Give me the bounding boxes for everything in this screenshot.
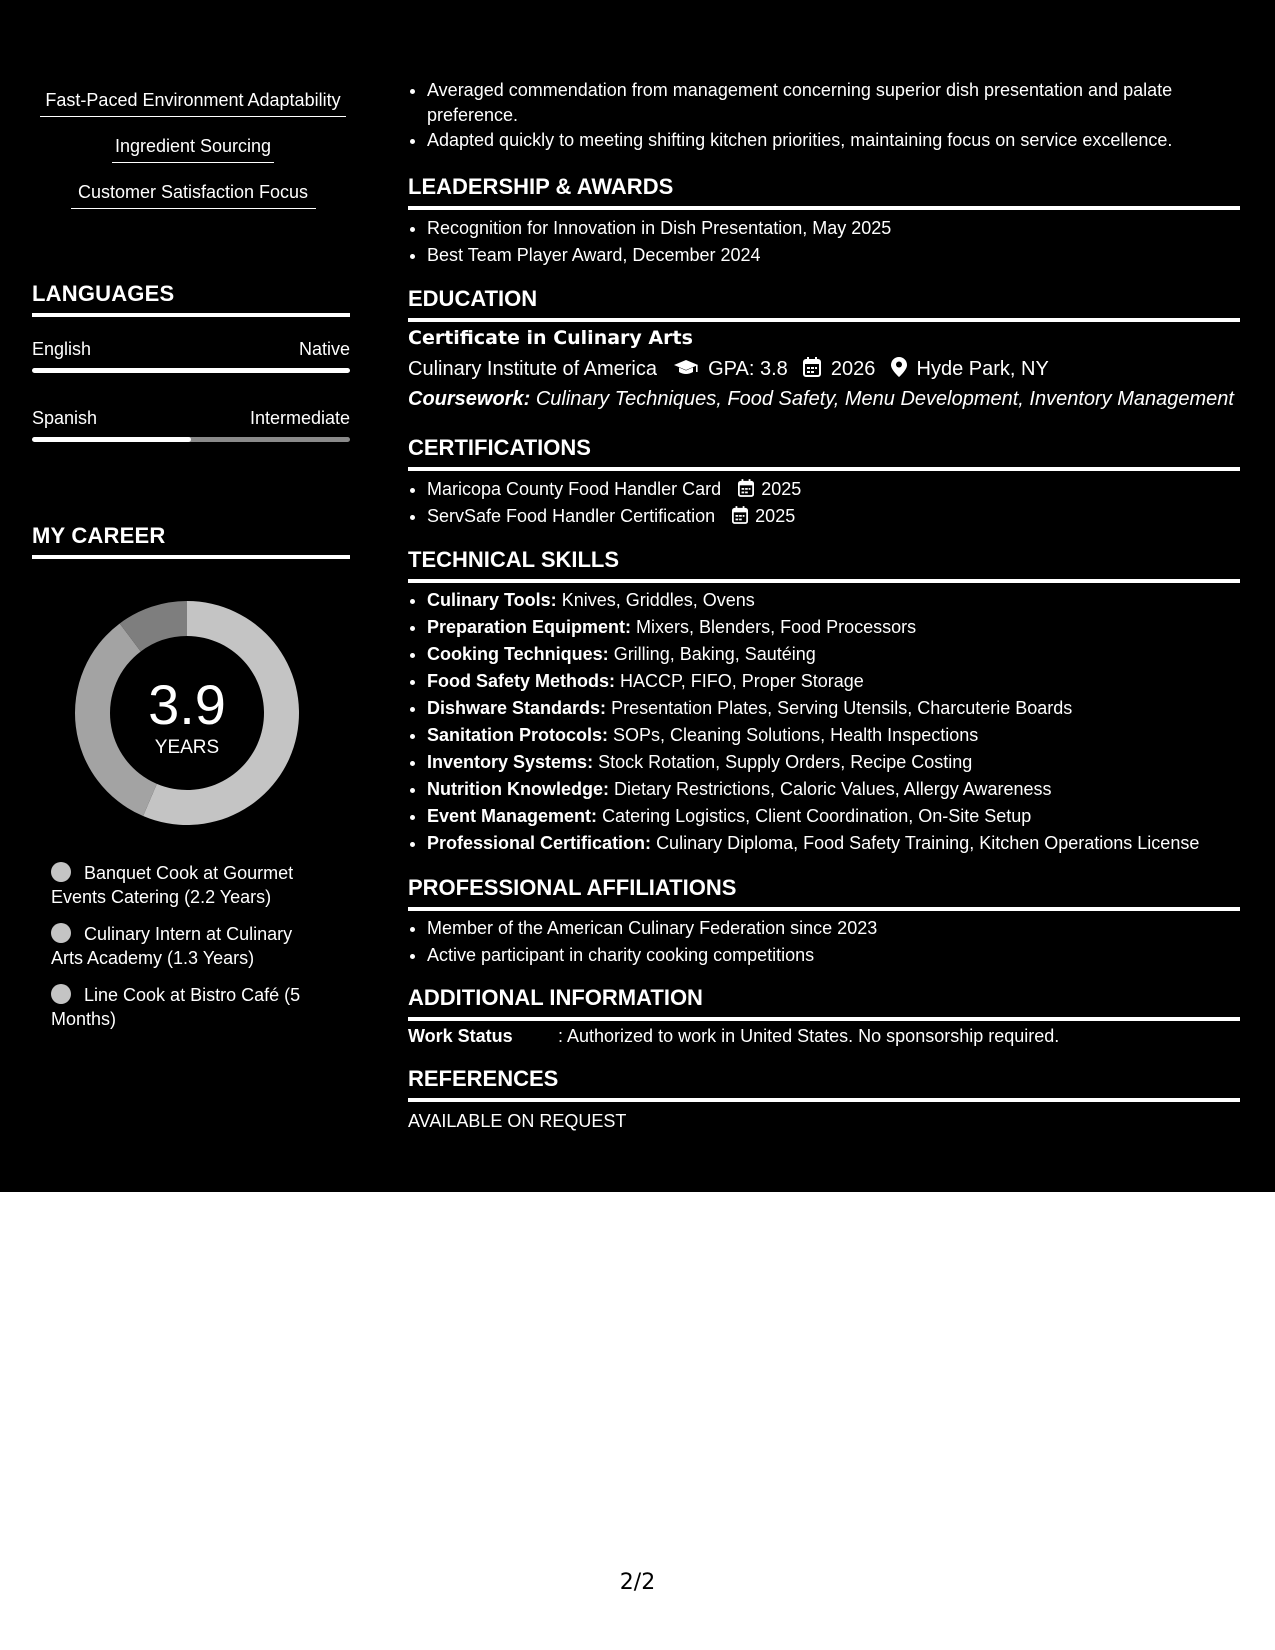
skill-tag: Ingredient Sourcing: [112, 134, 274, 163]
skill-values: Catering Logistics, Client Coordination, On-Site Setup: [602, 806, 1032, 826]
list-item: [427, 668, 1259, 695]
technical-skills-list: [408, 587, 1259, 857]
coursework-label: Coursework:: [408, 388, 531, 410]
list-item: [427, 776, 1259, 803]
list-item: [427, 695, 1259, 722]
list-item: • Member of the American Culinary Federation since 2023: [427, 915, 1259, 942]
donut-segment: [75, 623, 157, 816]
career-legend-label: Banquet Cook at Gourmet Events Catering (2.2 Years): [51, 863, 294, 907]
references-text: AVAILABLE ON REQUEST: [408, 1111, 627, 1131]
list-item: [427, 614, 1259, 641]
skill-category: Inventory Systems:: [427, 752, 594, 772]
language-row: [32, 339, 350, 360]
list-item: [427, 749, 1259, 776]
legend-dot: [51, 984, 71, 1004]
language-bar: [32, 368, 350, 373]
skill-values: Grilling, Baking, Sautéing: [613, 644, 816, 664]
certification-name: ServSafe Food Handler Certification: [427, 506, 716, 526]
work-status-row: [408, 1026, 1059, 1047]
skill-category: Dishware Standards:: [427, 698, 607, 718]
skill-category: Culinary Tools:: [427, 590, 557, 610]
career-legend-item: [51, 983, 321, 1031]
certification-name: Maricopa County Food Handler Card: [427, 479, 722, 499]
skill-values: Stock Rotation, Supply Orders, Recipe Costing: [598, 752, 973, 772]
skill-values: HACCP, FIFO, Proper Storage: [620, 671, 864, 691]
certifications-list: [408, 476, 1259, 530]
skill-values: Presentation Plates, Serving Utensils, Charcuterie Boards: [611, 698, 1073, 718]
career-heading: MY CAREER: [32, 523, 350, 559]
skill-category: Professional Certification:: [427, 833, 652, 853]
affiliations-list: [408, 915, 1259, 969]
list-item: [427, 476, 1259, 503]
location-pin-icon: [891, 357, 907, 377]
list-item: [427, 503, 1259, 530]
certification-year: 2025: [755, 506, 796, 526]
skill-tag: Fast-Paced Environment Adaptability: [40, 88, 346, 117]
calendar-icon: [732, 506, 748, 524]
gpa-value: GPA: 3.8: [708, 358, 788, 380]
work-status-value: : Authorized to work in United States. No sponsorship required.: [558, 1026, 1060, 1046]
affiliations-heading: PROFESSIONAL AFFILIATIONS: [408, 875, 1240, 911]
list-item: [427, 722, 1259, 749]
career-total-value: 3.9: [148, 673, 226, 736]
graduation-cap-icon: [673, 359, 699, 377]
education-details: [408, 357, 1049, 381]
skill-values: Dietary Restrictions, Caloric Values, Allergy Awareness: [614, 779, 1052, 799]
career-donut-chart: [67, 593, 307, 833]
language-name: English: [32, 339, 92, 359]
certifications-heading: CERTIFICATIONS: [408, 435, 1240, 471]
school-name: Culinary Institute of America: [408, 358, 657, 380]
list-item: [427, 830, 1259, 857]
list-item: • Averaged commendation from management concerning superior dish presentation and palate preference.: [427, 78, 1259, 128]
list-item: • Recognition for Innovation in Dish Presentation, May 2025: [427, 215, 1259, 242]
skill-category: Event Management:: [427, 806, 598, 826]
calendar-icon: [803, 357, 821, 377]
technical-skills-heading: TECHNICAL SKILLS: [408, 547, 1240, 583]
skill-tag: Customer Satisfaction Focus: [71, 180, 316, 209]
skill-category: Sanitation Protocols:: [427, 725, 609, 745]
career-legend-item: [51, 922, 321, 970]
graduation-year: 2026: [830, 358, 876, 380]
education-heading: EDUCATION: [408, 286, 1240, 322]
career-total-unit: YEARS: [154, 737, 220, 758]
school-location: Hyde Park, NY: [916, 358, 1049, 380]
skill-category: Food Safety Methods:: [427, 671, 615, 691]
language-bar: [32, 437, 350, 442]
languages-heading: LANGUAGES: [32, 281, 350, 317]
leadership-heading: LEADERSHIP & AWARDS: [408, 174, 1240, 210]
career-legend-label: Culinary Intern at Culinary Arts Academy (1.3 Years): [51, 924, 293, 968]
coursework-list: Culinary Techniques, Food Safety, Menu Development, Inventory Management: [535, 388, 1234, 410]
language-level: Native: [298, 339, 350, 359]
career-legend-label: Line Cook at Bistro Café (5 Months): [51, 985, 301, 1029]
additional-info-heading: ADDITIONAL INFORMATION: [408, 985, 1240, 1021]
list-item: [427, 587, 1259, 614]
list-item: [427, 803, 1259, 830]
language-name: Spanish: [32, 408, 98, 428]
work-status-label: Work Status: [408, 1026, 513, 1046]
skill-tag-list: [40, 88, 346, 209]
certification-year: 2025: [761, 479, 802, 499]
skill-values: Knives, Griddles, Ovens: [561, 590, 755, 610]
skill-values: Mixers, Blenders, Food Processors: [636, 617, 917, 637]
calendar-icon: [738, 479, 754, 497]
experience-bullets: [408, 78, 1259, 153]
degree-title: Certificate in Culinary Arts: [408, 327, 693, 349]
skill-category: Cooking Techniques:: [427, 644, 609, 664]
list-item: [427, 641, 1259, 668]
list-item: • Best Team Player Award, December 2024: [427, 242, 1259, 269]
leadership-list: [408, 215, 1259, 269]
list-item: • Adapted quickly to meeting shifting kitchen priorities, maintaining focus on service excellence.: [427, 128, 1259, 153]
skill-category: Preparation Equipment:: [427, 617, 632, 637]
language-row: [32, 408, 350, 429]
references-heading: REFERENCES: [408, 1066, 1240, 1102]
language-level: Intermediate: [249, 408, 350, 428]
legend-dot: [51, 923, 71, 943]
skill-values: SOPs, Cleaning Solutions, Health Inspections: [613, 725, 979, 745]
coursework-line: [408, 388, 1234, 411]
skill-values: Culinary Diploma, Food Safety Training, Kitchen Operations License: [656, 833, 1200, 853]
page-number: 2/2: [619, 1570, 656, 1595]
career-legend-item: [51, 861, 321, 909]
legend-dot: [51, 862, 71, 882]
list-item: • Active participant in charity cooking competitions: [427, 942, 1259, 969]
language-bar-fill: [32, 437, 191, 442]
skill-category: Nutrition Knowledge:: [427, 779, 609, 799]
language-bar-fill: [32, 368, 350, 373]
